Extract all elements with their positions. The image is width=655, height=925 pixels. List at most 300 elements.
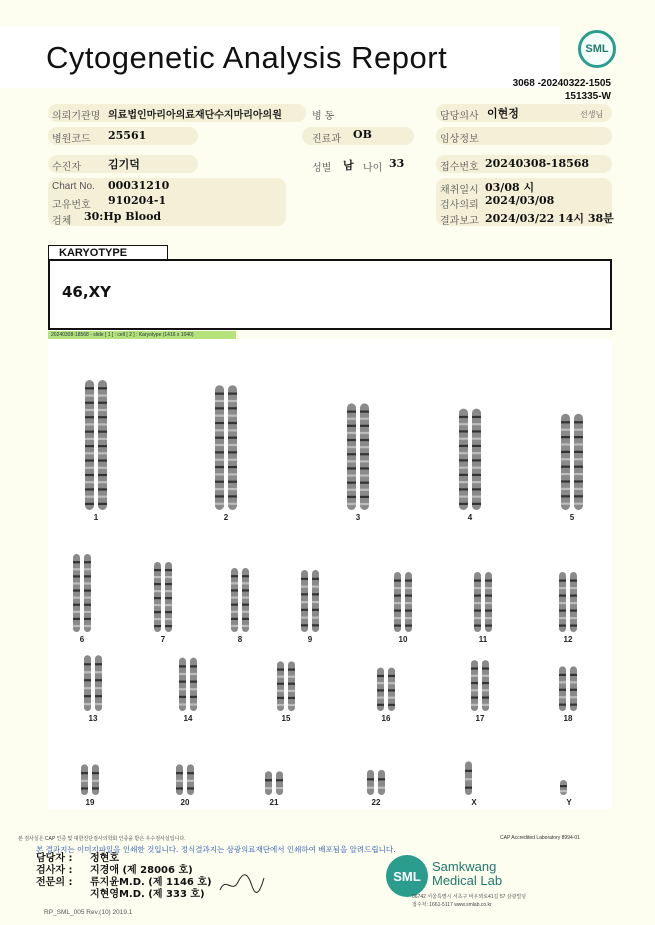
chromosome-band [570, 595, 577, 597]
receipt-label: 접수번호 [440, 162, 479, 173]
chromosome-band [360, 489, 369, 491]
chromosome-label: 22 [371, 798, 381, 807]
dept-value: OB [353, 128, 372, 141]
chromosome-band [228, 393, 237, 395]
chromosome-band [459, 416, 468, 418]
chromosome-band [405, 587, 412, 589]
chromosome-band [228, 407, 237, 409]
chromosome-band [301, 578, 308, 580]
staff-name: 지경애 (제 28006 호) [90, 865, 193, 876]
chromosome-band [561, 443, 570, 445]
chromosome-band [228, 473, 237, 475]
chromosome-pair-21 [265, 771, 283, 795]
chromosome-band [231, 582, 238, 584]
chromosome-band [347, 418, 356, 420]
chromosome-band [472, 481, 481, 483]
chromosome-band [73, 561, 80, 563]
chromosome-band [394, 580, 401, 582]
chromosome-band [179, 703, 186, 705]
staff-role: 전문의 : [36, 877, 73, 888]
clinical-label: 임상정보 [440, 134, 479, 145]
chromosome-band [165, 569, 172, 571]
chromosome-band [215, 503, 224, 505]
chromosome-band [459, 496, 468, 498]
chromosome-band [231, 618, 238, 620]
lab-logo-icon: SML [386, 855, 428, 897]
chromosome-band [242, 582, 249, 584]
chromosome-band [394, 602, 401, 604]
chromosome-band [559, 704, 566, 706]
chromosome-band [574, 458, 583, 460]
chromosome-band [574, 421, 583, 423]
chromosome-band [277, 683, 284, 685]
chromosome-band [471, 704, 478, 706]
chromosome-band [179, 696, 186, 698]
chromosome-label: 12 [563, 635, 573, 644]
chromosome-band [560, 790, 567, 792]
chromosome-band [228, 488, 237, 490]
chromosome-band [288, 683, 295, 685]
chromosome-band [231, 611, 238, 613]
chromosome-band [190, 703, 197, 705]
chromosome-band [459, 452, 468, 454]
chromosome-band [242, 625, 249, 627]
chromosome-band [459, 445, 468, 447]
chromosome-band [570, 617, 577, 619]
chromatid [465, 761, 472, 795]
chromosome-band [360, 439, 369, 441]
chromosome-band [190, 696, 197, 698]
chromosome-band [154, 604, 161, 606]
chromosome-band [360, 460, 369, 462]
chromosome-pair-9 [301, 570, 319, 632]
hospital-code-label: 병원코드 [52, 134, 91, 145]
chromosome-band [472, 438, 481, 440]
chromosome-band [165, 611, 172, 613]
chromosome-band [474, 587, 481, 589]
chromosome-band [98, 481, 107, 483]
chromosome-band [574, 480, 583, 482]
chromosome-band [574, 429, 583, 431]
chromosome-band [73, 575, 80, 577]
chromosome-band [165, 583, 172, 585]
chromosome-band [215, 473, 224, 475]
karyotype-result-box [48, 259, 612, 330]
chromosome-band [215, 495, 224, 497]
chromosome-band [559, 696, 566, 698]
chromosome-band [228, 415, 237, 417]
chromosome-band [312, 601, 319, 603]
chromosome-band [394, 617, 401, 619]
chromosome-band [73, 589, 80, 591]
chromosome-band [288, 668, 295, 670]
chromosome-band [570, 580, 577, 582]
chromosome-band [472, 503, 481, 505]
chromosome-band [574, 495, 583, 497]
report-number-line2: 151335-W [564, 91, 611, 102]
chromosome-band [312, 609, 319, 611]
patient-label: 수진자 [52, 162, 81, 173]
chart-label: Chart No. [52, 181, 95, 192]
chromosome-band [347, 503, 356, 505]
chromatid [228, 385, 237, 510]
chart-value: 00031210 [108, 179, 170, 192]
chromosome-band [360, 446, 369, 448]
chromosome-band [378, 778, 385, 780]
chromosome-band [190, 673, 197, 675]
chromosome-pair-15 [277, 661, 295, 711]
chromosome-band [347, 453, 356, 455]
chromosome-band [73, 618, 80, 620]
chromosome-pair-13 [84, 655, 102, 711]
chromosome-band [485, 595, 492, 597]
chromosome-band [561, 488, 570, 490]
chromosome-band [176, 780, 183, 782]
specimen-label: 검체 [52, 216, 72, 227]
chromosome-band [301, 624, 308, 626]
chromosome-band [85, 496, 94, 498]
chromosome-band [388, 675, 395, 677]
chromosome-label: 5 [569, 513, 575, 522]
chromosome-band [231, 596, 238, 598]
staff-row [36, 877, 212, 889]
chromosome-band [215, 481, 224, 483]
chromosome-band [367, 787, 374, 789]
chromosome-band [388, 697, 395, 699]
chromosome-pair-12 [559, 572, 577, 632]
chromosome-band [472, 445, 481, 447]
karyogram-image [48, 339, 612, 809]
chromatid [242, 568, 249, 632]
chromosome-band [85, 431, 94, 433]
chromosome-label: Y [566, 798, 572, 807]
chromosome-band [288, 697, 295, 699]
institution-value: 의료법인마리아의료재단수지마리아의원 [108, 110, 282, 121]
chromosome-band [187, 772, 194, 774]
chromosome-band [405, 580, 412, 582]
collection-value: 03/08 시 [485, 181, 535, 194]
chromosome-band [215, 444, 224, 446]
chromosome-band [465, 770, 472, 772]
chromosome-band [471, 675, 478, 677]
chromatid [378, 770, 385, 795]
chromosome-band [459, 474, 468, 476]
chromosome-band [231, 575, 238, 577]
chromosome-band [85, 503, 94, 505]
chromosome-band [360, 453, 369, 455]
chromosome-band [465, 778, 472, 780]
karyogram-svg [48, 339, 612, 809]
chromosome-band [347, 411, 356, 413]
chromosome-band [459, 459, 468, 461]
specimen-value: 30:Hp Blood [84, 210, 162, 223]
chromosome-band [360, 496, 369, 498]
chromosome-band [570, 696, 577, 698]
chromosome-band [570, 704, 577, 706]
chromosome-band [388, 689, 395, 691]
chromosome-band [190, 681, 197, 683]
chromosome-band [570, 602, 577, 604]
chromosome-band [360, 503, 369, 505]
chromosome-band [301, 617, 308, 619]
chromosome-band [570, 681, 577, 683]
chromosome-band [84, 695, 91, 697]
chromosome-band [277, 697, 284, 699]
chromosome-band [574, 443, 583, 445]
chromosome-band [276, 787, 283, 789]
chromosome-band [98, 431, 107, 433]
report-title: Cytogenetic Analysis Report [46, 40, 448, 75]
chromosome-band [215, 488, 224, 490]
chromosome-band [98, 387, 107, 389]
chromosome-pair-17 [471, 660, 489, 711]
dept-label: 진료과 [312, 134, 341, 145]
chromosome-band [85, 459, 94, 461]
chromosome-label: 8 [237, 635, 243, 644]
chromosome-band [377, 675, 384, 677]
chromosome-band [405, 610, 412, 612]
chromosome-pair-3 [347, 403, 369, 510]
chromosome-band [84, 604, 91, 606]
chromosome-band [485, 610, 492, 612]
chromosome-band [347, 439, 356, 441]
chromosome-band [154, 597, 161, 599]
chromosome-band [312, 586, 319, 588]
chromosome-band [394, 595, 401, 597]
chromosome-band [84, 687, 91, 689]
chromosome-band [85, 467, 94, 469]
chromosome-band [95, 679, 102, 681]
chromosome-band [85, 402, 94, 404]
chromosome-band [190, 665, 197, 667]
chromosome-band [472, 474, 481, 476]
chromosome-band [561, 436, 570, 438]
chromosome-band [98, 467, 107, 469]
chromosome-band [85, 394, 94, 396]
chromosome-band [347, 460, 356, 462]
unique-label: 고유번호 [52, 200, 91, 211]
chromosome-band [98, 452, 107, 454]
chromosome-band [95, 695, 102, 697]
chromosome-band [301, 601, 308, 603]
chromosome-label: 4 [467, 513, 473, 522]
karyotype-tab: KARYOTYPE [48, 245, 168, 259]
chromosome-band [559, 674, 566, 676]
chromosome-band [459, 423, 468, 425]
chromosome-band [360, 425, 369, 427]
chromosome-band [85, 488, 94, 490]
chromosome-band [98, 474, 107, 476]
result-value: 2024/03/22 14시 38분 [485, 212, 614, 225]
chromosome-band [98, 488, 107, 490]
chromosome-pair-20 [176, 764, 194, 795]
chromosome-band [228, 481, 237, 483]
signature-icon [218, 870, 266, 896]
chromosome-band [471, 682, 478, 684]
chromosome-band [472, 423, 481, 425]
chromosome-pair-4 [459, 409, 481, 510]
chromosome-band [85, 445, 94, 447]
chromosome-label: 15 [281, 714, 291, 723]
chromosome-band [179, 681, 186, 683]
chromosome-band [559, 602, 566, 604]
chromosome-band [360, 474, 369, 476]
chromosome-band [84, 663, 91, 665]
doctor-label: 담당의사 [440, 111, 479, 122]
chromosome-band [95, 663, 102, 665]
chromosome-band [84, 611, 91, 613]
chromosome-band [472, 430, 481, 432]
sex-label: 성별 [312, 163, 332, 174]
chromosome-band [215, 437, 224, 439]
doctor-suffix: 선생님 [580, 110, 604, 119]
chromosome-band [405, 617, 412, 619]
chromosome-band [485, 617, 492, 619]
chromosome-label: 17 [475, 714, 485, 723]
chromosome-band [179, 688, 186, 690]
staff-row [36, 853, 212, 865]
chromosome-pair-10 [394, 572, 412, 632]
chromosome-band [347, 474, 356, 476]
chromosome-band [377, 704, 384, 706]
chromosome-band [559, 625, 566, 627]
staff-row [36, 865, 212, 877]
chromosome-band [459, 503, 468, 505]
chromosome-band [95, 671, 102, 673]
chromosome-band [277, 690, 284, 692]
chromosome-label: 6 [79, 635, 85, 644]
chromosome-band [84, 589, 91, 591]
collection-label: 채취일시 [440, 185, 479, 196]
chromosome-band [405, 595, 412, 597]
chromosome-label: 18 [563, 714, 573, 723]
chromosome-band [81, 787, 88, 789]
chromosome-label: 16 [381, 714, 391, 723]
staff-role: 검사자 : [36, 865, 73, 876]
chromatid [276, 771, 283, 795]
chromosome-band [179, 665, 186, 667]
chromosome-band [73, 604, 80, 606]
chromosome-band [231, 589, 238, 591]
chromosome-band [98, 416, 107, 418]
chromosome-band [165, 576, 172, 578]
karyotype-result: 46,XY [62, 283, 111, 301]
ward-label: 병 동 [312, 111, 335, 122]
chromosome-band [176, 772, 183, 774]
chromosome-band [482, 675, 489, 677]
chromosome-band [84, 703, 91, 705]
chromosome-label: 21 [269, 798, 279, 807]
chromosome-band [312, 624, 319, 626]
chromosome-band [179, 673, 186, 675]
chromosome-band [377, 682, 384, 684]
chromosome-band [347, 467, 356, 469]
chromosome-label: 9 [307, 635, 313, 644]
chromosome-band [360, 432, 369, 434]
chromosome-band [154, 590, 161, 592]
chromosome-band [154, 611, 161, 613]
chromosome-band [98, 409, 107, 411]
chromosome-band [312, 593, 319, 595]
chromatid [367, 770, 374, 795]
chromosome-band [228, 459, 237, 461]
chromosome-band [288, 704, 295, 706]
chromosome-band [228, 503, 237, 505]
chromosome-band [98, 402, 107, 404]
chromosome-band [73, 582, 80, 584]
chromosome-band [459, 488, 468, 490]
chromosome-band [242, 589, 249, 591]
chromosome-band [347, 446, 356, 448]
chromosome-band [394, 625, 401, 627]
chromosome-band [85, 423, 94, 425]
staff-role: 담당자 : [36, 853, 73, 864]
official-notice: 본 결과지는 이미지파일을 인쇄한 것입니다. 정식결과지는 삼광의료재단에서 인쇄하여 배포됨을 알려드립니다. [36, 845, 396, 854]
chromosome-band [84, 671, 91, 673]
chromosome-band [92, 772, 99, 774]
chromosome-band [242, 575, 249, 577]
karyogram-caption: 20240308-18568 - slide [ 1 ] : cell [ 2 ] : Karyotype (1416 x 1040) [48, 331, 236, 339]
chromosome-band [388, 682, 395, 684]
chromosome-band [85, 452, 94, 454]
chromosome-band [570, 689, 577, 691]
chromosome-band [187, 780, 194, 782]
chromosome-band [301, 609, 308, 611]
chromosome-band [301, 593, 308, 595]
chromosome-band [561, 495, 570, 497]
chromosome-band [570, 587, 577, 589]
chromosome-band [561, 503, 570, 505]
chromosome-band [215, 429, 224, 431]
chromosome-band [228, 444, 237, 446]
age-value: 33 [389, 157, 405, 170]
chromosome-band [242, 618, 249, 620]
chromosome-band [228, 422, 237, 424]
chromosome-band [288, 690, 295, 692]
chromosome-band [277, 676, 284, 678]
chromatid [560, 780, 567, 795]
chromosome-band [574, 466, 583, 468]
chromosome-band [85, 416, 94, 418]
chromosome-band [84, 625, 91, 627]
chromosome-band [471, 696, 478, 698]
chromosome-band [84, 618, 91, 620]
chromosome-band [98, 445, 107, 447]
chromosome-band [472, 459, 481, 461]
chromosome-band [84, 575, 91, 577]
chromosome-pair-19 [81, 764, 99, 795]
chromosome-band [561, 480, 570, 482]
chromosome-band [482, 682, 489, 684]
chromosome-band [215, 415, 224, 417]
chromosome-band [85, 438, 94, 440]
lab-name-line2: Medical Lab [432, 873, 503, 888]
chromosome-band [215, 407, 224, 409]
chromosome-band [231, 604, 238, 606]
chromosome-band [165, 590, 172, 592]
chromatid [231, 568, 238, 632]
chromosome-band [190, 688, 197, 690]
chromosome-label: 14 [183, 714, 193, 723]
chromosome-band [347, 425, 356, 427]
lab-phone-line: 접수처: 1661-5117 www.smlab.co.kr [412, 902, 492, 908]
chromosome-band [360, 467, 369, 469]
chromosome-band [84, 568, 91, 570]
chromosome-band [405, 625, 412, 627]
chromosome-band [472, 467, 481, 469]
chromosome-band [228, 495, 237, 497]
chromosome-band [95, 687, 102, 689]
